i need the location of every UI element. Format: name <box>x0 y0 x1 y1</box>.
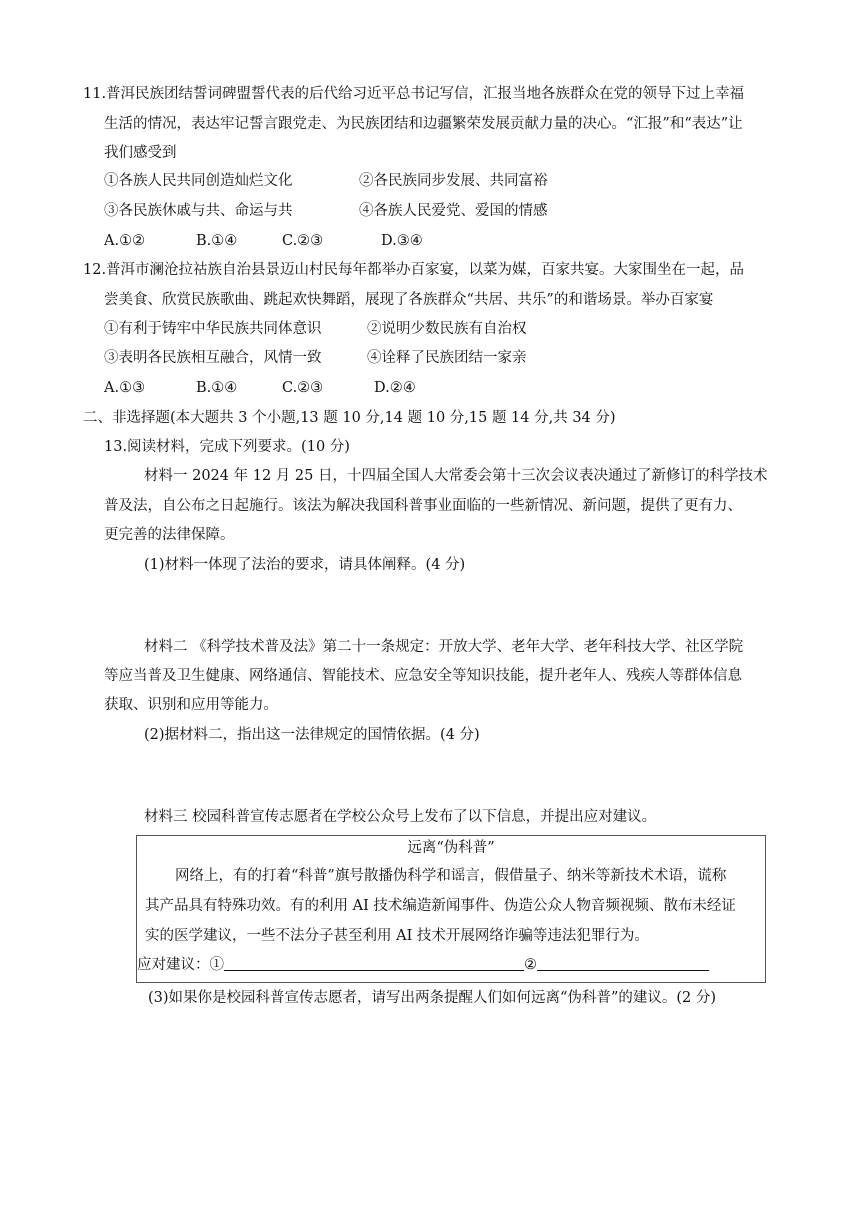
q12-option-a[interactable]: A.①③ <box>104 380 146 396</box>
material1-line3: 更完善的法律保障。 <box>104 527 235 543</box>
q11-stem-line3: 我们感受到 <box>104 145 177 161</box>
material3-line1: 材料三 校园科普宣传志愿者在学校公众号上发布了以下信息，并提出应对建议。 <box>144 809 657 825</box>
notice-line3: 实的医学建议，一些不法分子甚至利用 AI 技术开展网络诈骗等违法犯罪行为。 <box>145 928 649 944</box>
q11-item-3: ③各民族休戚与共、命运与共 <box>104 203 293 219</box>
suggestion-blank-2[interactable] <box>537 955 709 971</box>
notice-line1: 网络上，有的打着“科普”旗号散播伪科学和谣言，假借量子、纳米等新技术术语，谎称 <box>175 868 727 884</box>
q12-item-2: ②说明少数民族有自治权 <box>367 321 527 337</box>
suggestion-mark-2: ② <box>524 957 537 973</box>
q13-subquestion-3: (3)如果你是校园科普宣传志愿者，请写出两条提醒人们如何远离“伪科普”的建议。(2 分) <box>148 990 717 1006</box>
q13-subquestion-1: (1)材料一体现了法治的要求，请具体阐释。(4 分) <box>144 557 466 573</box>
suggestion-blank-1[interactable] <box>224 955 524 971</box>
q13-header: 13.阅读材料，完成下列要求。(10 分) <box>104 439 350 455</box>
q12-option-c[interactable]: C.②③ <box>282 380 324 396</box>
q11-option-b[interactable]: B.①④ <box>196 233 238 249</box>
q13-subquestion-2: (2)据材料二，指出这一法律规定的国情依据。(4 分) <box>144 727 480 743</box>
q12-stem-line1: 12.普洱市澜沧拉祜族自治县景迈山村民每年都举办百家宴，以菜为媒，百家共宴。大家围坐在一起，品 <box>83 262 745 278</box>
q11-item-2: ②各民族同步发展、共同富裕 <box>359 173 548 189</box>
material2-line1: 材料二 《科学技术普及法》第二十一条规定：开放大学、老年大学、老年科技大学、社区学院 <box>144 639 744 655</box>
q12-item-1: ①有利于铸牢中华民族共同体意识 <box>104 321 322 337</box>
q11-option-d[interactable]: D.③④ <box>381 233 423 249</box>
q12-stem-line2: 尝美食、欣赏民族歌曲、跳起欢快舞蹈，展现了各族群众“共居、共乐”的和谐场景。举办百家宴 <box>104 292 714 308</box>
q12-item-3: ③表明各民族相互融合，风情一致 <box>104 350 322 366</box>
q11-stem-line1: 11.普洱民族团结誓词碑盟誓代表的后代给习近平总书记写信，汇报当地各族群众在党的领导下过上幸福 <box>83 86 745 102</box>
suggestion-label: 应对建议：① <box>137 957 224 973</box>
notice-title: 远离“伪科普” <box>407 840 495 856</box>
q11-item-1: ①各族人民共同创造灿烂文化 <box>104 173 293 189</box>
material2-line3: 获取、识别和应用等能力。 <box>104 697 278 713</box>
q12-item-4: ④诠释了民族团结一家亲 <box>367 350 527 366</box>
q11-item-4: ④各族人民爱党、爱国的情感 <box>359 203 548 219</box>
suggestion-row <box>137 955 709 975</box>
material2-line2: 等应当普及卫生健康、网络通信、智能技术、应急安全等知识技能，提升老年人、残疾人等群体信息 <box>104 668 742 684</box>
q12-option-b[interactable]: B.①④ <box>196 380 238 396</box>
section-heading: 二、非选择题(本大题共 3 个小题,13 题 10 分,14 题 10 分,15 题 14 分,共 34 分) <box>83 410 616 426</box>
material1-line1: 材料一 2024 年 12 月 25 日，十四届全国人大常委会第十三次会议表决通过了新修订的科学技术 <box>144 468 768 484</box>
material1-line2: 普及法，自公布之日起施行。该法为解决我国科普事业面临的一些新情况、新问题，提供了更有力、 <box>104 498 742 514</box>
q11-option-a[interactable]: A.①② <box>104 233 146 249</box>
notice-box <box>136 835 766 983</box>
notice-line2: 其产品具有特殊功效。有的利用 AI 技术编造新闻事件、伪造公众人物音频视频、散布未经证 <box>145 898 736 914</box>
q11-option-c[interactable]: C.②③ <box>282 233 324 249</box>
q11-stem-line2: 生活的情况，表达牢记誓言跟党走、为民族团结和边疆繁荣发展贡献力量的决心。“汇报”和“表达”让 <box>104 116 743 132</box>
q12-option-d[interactable]: D.②④ <box>374 380 416 396</box>
